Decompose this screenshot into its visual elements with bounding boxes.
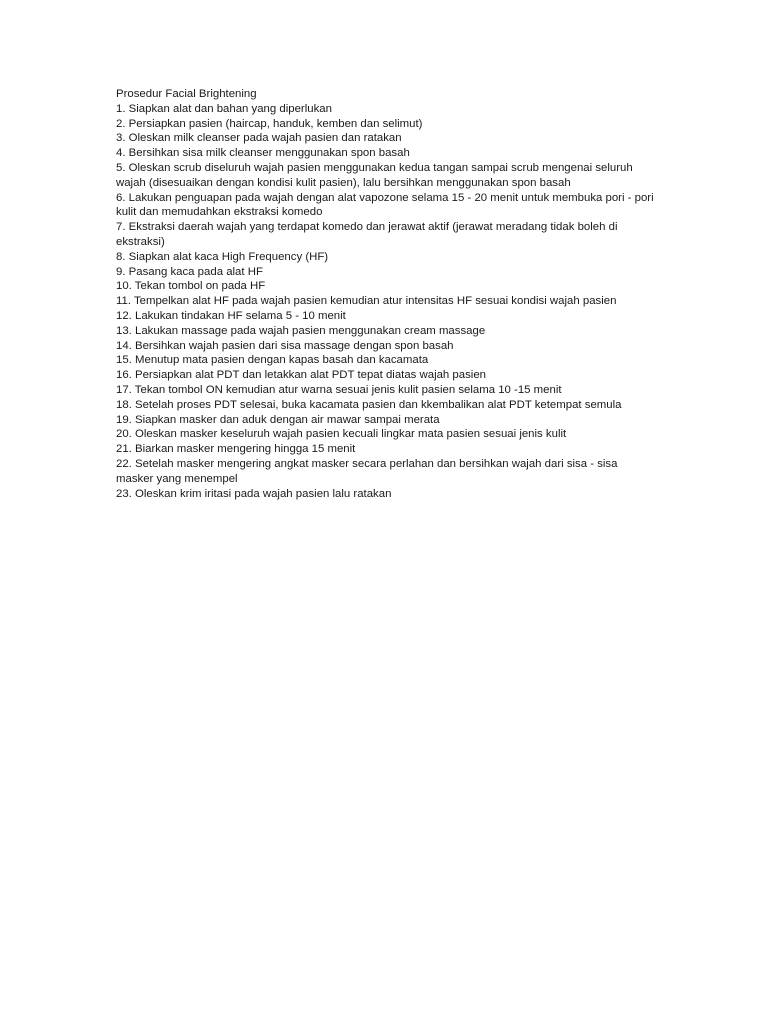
step-16: 16. Persiapkan alat PDT dan letakkan alat PDT tepat diatas wajah pasien (116, 369, 487, 382)
step-13: 13. Lakukan massage pada wajah pasien menggunakan cream massage (116, 324, 486, 337)
step-9: 9. Pasang kaca pada alat HF (116, 265, 263, 278)
step-19: 19. Siapkan masker dan aduk dengan air mawar sampai merata (116, 413, 440, 426)
step-8: 8. Siapkan alat kaca High Frequency (HF) (116, 250, 329, 263)
step-22: 22. Setelah masker mengering angkat masker secara perlahan dan bersihkan wajah dari sisa - sisa masker yang menempel (116, 457, 618, 485)
step-15: 15. Menutup mata pasien dengan kapas basah dan kacamata (116, 354, 429, 367)
document-title: Prosedur Facial Brightening (116, 88, 257, 100)
step-10: 10. Tekan tombol on pada HF (116, 280, 266, 293)
step-14: 14. Bersihkan wajah pasien dari sisa massage dengan spon basah (116, 339, 454, 352)
step-17: 17. Tekan tombol ON kemudian atur warna sesuai jenis kulit pasien selama 10 -15 menit (116, 383, 562, 396)
document-body (116, 87, 656, 501)
step-2: 2. Persiapkan pasien (haircap, handuk, kemben dan selimut) (116, 117, 423, 130)
step-list (116, 102, 656, 502)
step-23: 23. Oleskan krim iritasi pada wajah pasien lalu ratakan (116, 487, 392, 500)
step-12: 12. Lakukan tindakan HF selama 5 - 10 menit (116, 309, 346, 322)
step-5: 5. Oleskan scrub diseluruh wajah pasien menggunakan kedua tangan sampai scrub mengenai seluruh wajah (disesuaikan dengan kondisi kulit pasien), lalu bersihkan menggunakan spon basah (116, 161, 633, 189)
step-3: 3. Oleskan milk cleanser pada wajah pasien dan ratakan (116, 132, 402, 145)
step-1: 1. Siapkan alat dan bahan yang diperlukan (116, 102, 332, 115)
step-21: 21. Biarkan masker mengering hingga 15 menit (116, 443, 356, 456)
step-7: 7. Ekstraksi daerah wajah yang terdapat komedo dan jerawat aktif (jerawat meradang tidak boleh di ekstraksi) (116, 221, 618, 248)
step-20: 20. Oleskan masker keseluruh wajah pasien kecuali lingkar mata pasien sesuai jenis kulit (116, 428, 567, 441)
step-18: 18. Setelah proses PDT selesai, buka kacamata pasien dan kkembalikan alat PDT ketempat semula (116, 398, 622, 411)
step-4: 4. Bersihkan sisa milk cleanser menggunakan spon basah (116, 147, 410, 160)
step-11: 11. Tempelkan alat HF pada wajah pasien kemudian atur intensitas HF sesuai kondisi wajah pasien (116, 295, 617, 308)
step-6: 6. Lakukan penguapan pada wajah dengan alat vapozone selama 15 - 20 menit untuk membuka pori - pori kulit dan memudahkan ekstraksi komedo (116, 191, 654, 219)
